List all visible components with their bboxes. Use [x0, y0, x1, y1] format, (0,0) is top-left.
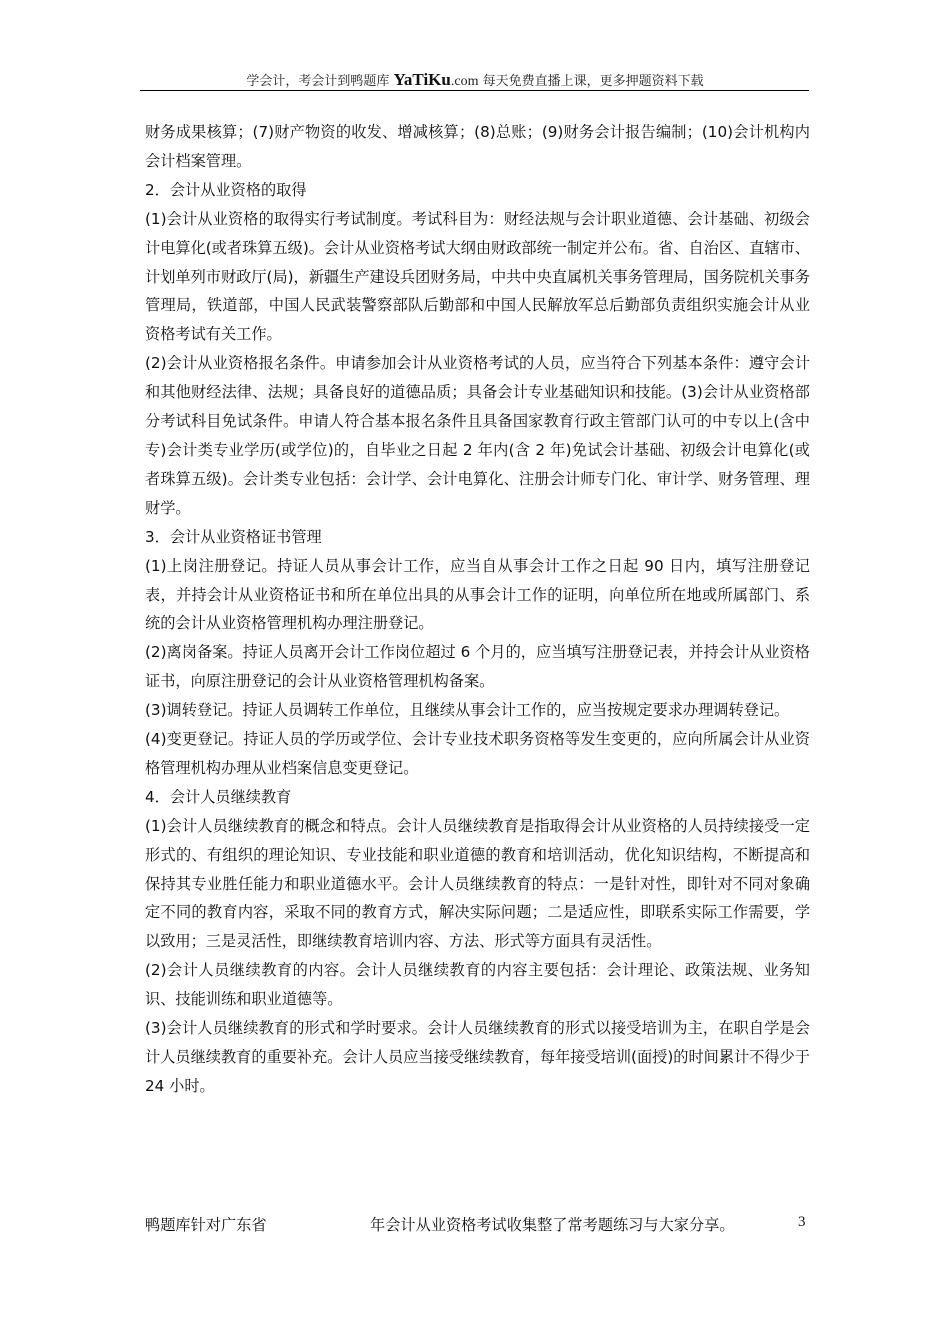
header-rule	[140, 90, 809, 91]
page-header	[140, 70, 810, 90]
paragraph: (2)离岗备案。持证人员离开会计工作岗位超过 6 个月的，应当填写注册登记表，并持会计从业资格证书，向原注册登记的会计从业资格管理机构备案。	[145, 643, 810, 691]
paragraph: (4)变更登记。持证人员的学历或学位、会计专业技术职务资格等发生变更的，应向所属会计从业资格管理机构办理从业档案信息变更登记。	[145, 730, 810, 777]
footer-middle-text: 年会计从业资格考试收集整了常考题练习与大家分享。	[370, 1216, 735, 1234]
header-suffix: 每天免费直播上课，更多押题资料下载	[478, 74, 704, 89]
header-brand: YaTiKu	[393, 70, 451, 89]
footer-left-text: 鸭题库针对广东省	[145, 1216, 267, 1234]
paragraph: (2)会计人员继续教育的内容。会计人员继续教育的内容主要包括：会计理论、政策法规、业务知识、技能训练和职业道德等。	[145, 961, 810, 1009]
header-prefix: 学会计，考会计到鸭题库	[246, 74, 394, 89]
section-heading: 2．会计从业资格的取得	[145, 180, 307, 199]
document-body	[145, 118, 810, 1101]
section-heading: 4．会计人员继续教育	[145, 787, 292, 806]
paragraph: (2)会计从业资格报名条件。申请参加会计从业资格考试的人员，应当符合下列基本条件：遵守会计和其他财经法律、法规；具备良好的道德品质；具备会计专业基础知识和技能。(3)会计从业资格部分考试科目免试条件。申请人符合基本报名条件且具备国家教育行政主管部门认可的中专以上(含中专)会计类专业学历(或学位)的，自毕业之日起 2 年内(含 2 年)免试会计基础、初级会计电算化(或者珠算五级)。会计类专业包括：会计学、会计电算化、注册会计师专门化、审计学、财务管理、理财学。	[145, 354, 810, 517]
section-heading: 3．会计从业资格证书管理	[145, 527, 322, 546]
page-number: 3	[798, 1214, 806, 1230]
paragraph: (1)会计从业资格的取得实行考试制度。考试科目为：财经法规与会计职业道德、会计基础、初级会计电算化(或者珠算五级)。会计从业资格考试大纲由财政部统一制定并公布。省、自治区、直辖市、计划单列市财政厅(局)，新疆生产建设兵团财务局，中共中央直属机关事务管理局，国务院机关事务管理局，铁道部，中国人民武装警察部队后勤部和中国人民解放军总后勤部负责组织实施会计从业资格考试有关工作。	[145, 209, 810, 344]
header-domain: .com	[450, 74, 479, 89]
paragraph: (1)上岗注册登记。持证人员从事会计工作，应当自从事会计工作之日起 90 日内，填写注册登记表，并持会计从业资格证书和所在单位出具的从事会计工作的证明，向单位所在地或所属部门、系统的会计从业资格管理机构办理注册登记。	[145, 556, 810, 633]
paragraph: 财务成果核算；(7)财产物资的收发、增减核算；(8)总账；(9)财务会计报告编制；(10)会计机构内会计档案管理。	[145, 123, 810, 170]
paragraph: (3)会计人员继续教育的形式和学时要求。会计人员继续教育的形式以接受培训为主，在职自学是会计人员继续教育的重要补充。会计人员应当接受继续教育，每年接受培训(面授)的时间累计不得少于 24 小时。	[145, 1019, 810, 1095]
paragraph: (3)调转登记。持证人员调转工作单位，且继续从事会计工作的，应当按规定要求办理调转登记。	[145, 701, 790, 720]
paragraph: (1)会计人员继续教育的概念和特点。会计人员继续教育是指取得会计从业资格的人员持续接受一定形式的、有组织的理论知识、专业技能和职业道德的教育和培训活动，优化知识结构，不断提高和保持其专业胜任能力和职业道德水平。会计人员继续教育的特点：一是针对性，即针对不同对象确定不同的教育内容，采取不同的教育方式，解决实际问题；二是适应性，即联系实际工作需要，学以致用；三是灵活性，即继续教育培训内容、方法、形式等方面具有灵活性。	[145, 816, 810, 951]
